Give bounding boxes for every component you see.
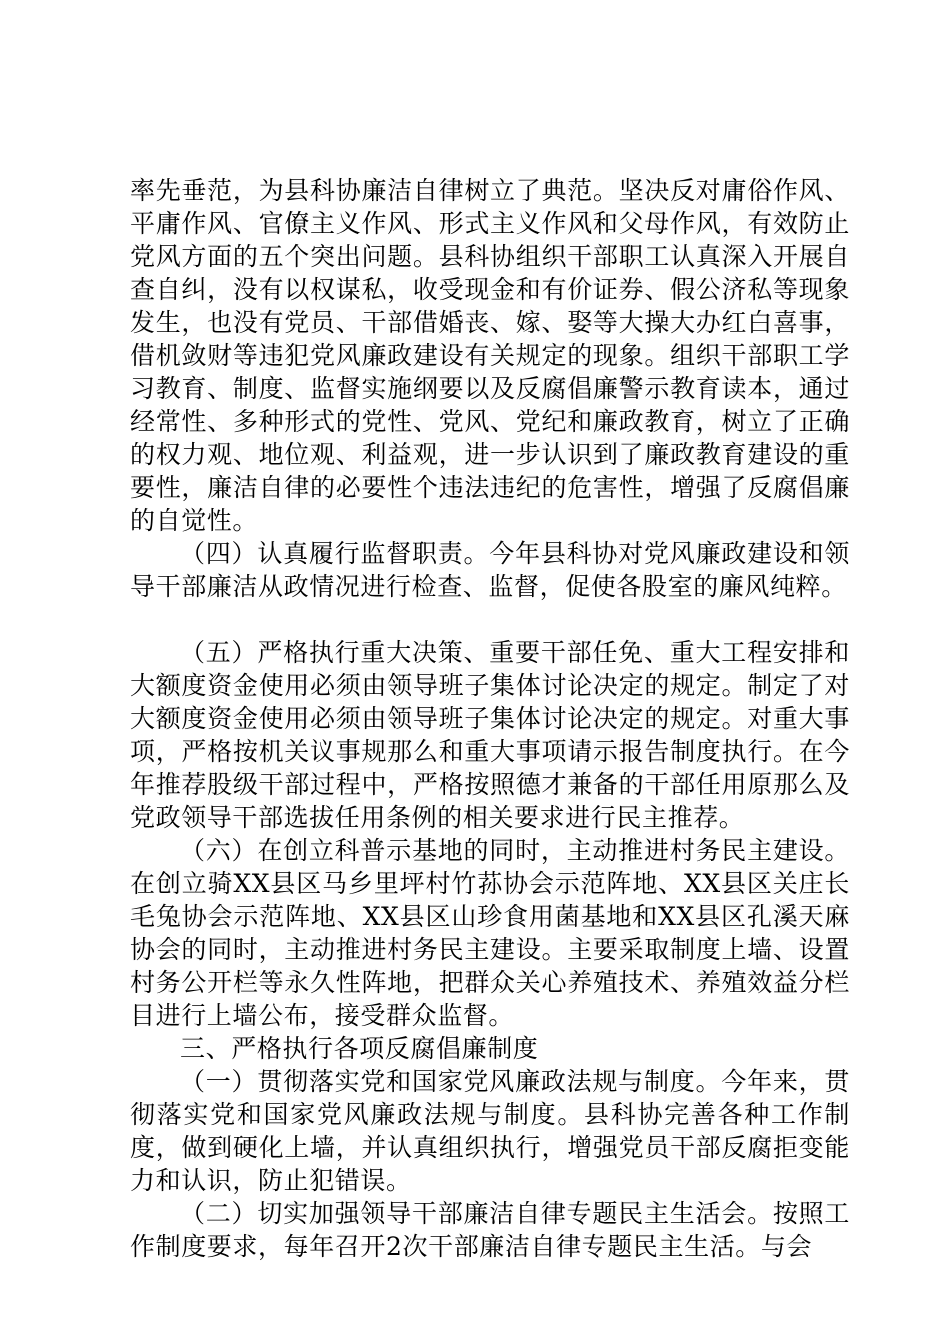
paragraph-section-5: （五）严格执行重大决策、重要干部任免、重大工程安排和大额度资金使用必须由领导班子集体讨论决定的规定。制定了对大额度资金使用必须由领导班子集体讨论决定的规定。对重大事项，严格按机关议事规那么和重大事项请示报告制度执行。在今年推荐股级干部过程中，严格按照德才兼备的干部任用原那么及党政领导干部选拔任用条例的相关要求进行民主推荐。: [130, 638, 850, 832]
paragraph-subsection-2: （二）切实加强领导干部廉洁自律专题民主生活会。按照工作制度要求，每年召开2次干部廉洁自律专题民主生活。与会: [130, 1199, 850, 1261]
section-heading-3: 三、严格执行各项反腐倡廉制度: [180, 1034, 539, 1063]
paragraph-continuation: 率先垂范，为县科协廉洁自律树立了典范。坚决反对庸俗作风、平庸作风、官僚主义作风、形式主义作风和父母作风，有效防止党风方面的五个突出问题。县科协组织干部职工认真深入开展自查自纠，没有以权谋私，收受现金和有价证券、假公济私等现象发生，也没有党员、干部借婚丧、嫁、娶等大操大办红白喜事，借机敛财等违犯党风廉政建设有关规定的现象。组织干部职工学习教育、制度、监督实施纲要以及反腐倡廉警示教育读本，通过经常性、多种形式的党性、党风、党纪和廉政教育，树立了正确的权力观、地位观、利益观，进一步认识到了廉政教育建设的重要性，廉洁自律的必要性个违法违纪的危害性，增强了反腐倡廉的自觉性。: [130, 176, 850, 535]
paragraph-subsection-1: （一）贯彻落实党和国家党风廉政法规与制度。今年来，贯彻落实党和国家党风廉政法规与制度。县科协完善各种工作制度，做到硬化上墙，并认真组织执行，增强党员干部反腐拒变能力和认识，防止犯错误。: [130, 1067, 850, 1195]
document-body: [130, 174, 850, 1263]
paragraph-section-4: （四）认真履行监督职责。今年县科协对党风廉政建设和领导干部廉洁从政情况进行检查、监督，促使各股室的廉风纯粹。: [130, 539, 850, 601]
paragraph-section-6: （六）在创立科普示基地的同时，主动推进村务民主建设。在创立骑XX县区马乡里坪村竹荪协会示范阵地、XX县区关庄长毛兔协会示范阵地、XX县区山珍食用菌基地和XX县区孔溪天麻协会的同时，主动推进村务民主建设。主要采取制度上墙、设置村务公开栏等永久性阵地，把群众关心养殖技术、养殖效益分栏目进行上墙公布，接受群众监督。: [130, 836, 850, 1030]
